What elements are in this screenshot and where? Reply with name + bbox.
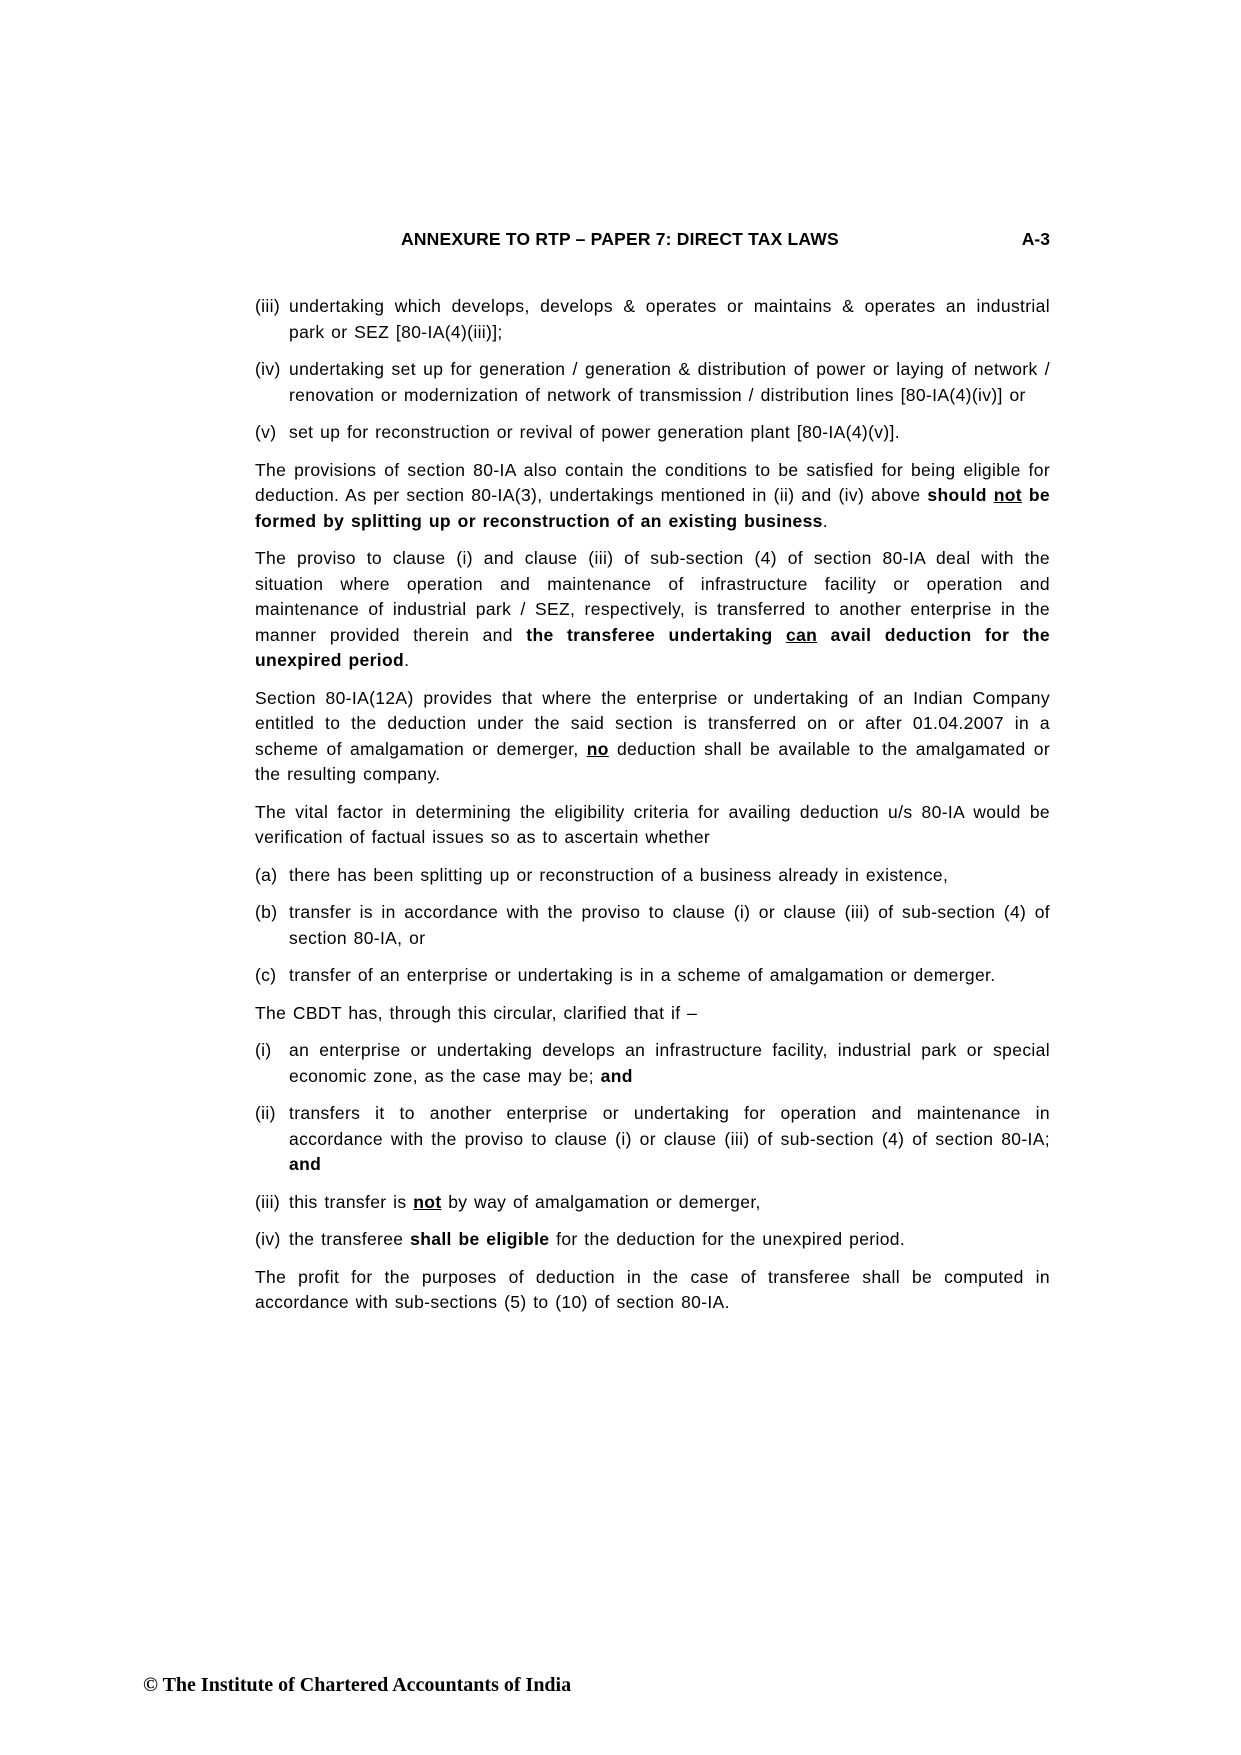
text-run: deduction shall be available to the amalgamated or the resulting company.: [255, 738, 1050, 784]
list-item-text: [289, 1040, 1050, 1086]
list-item: [255, 1190, 1050, 1216]
text-run: set up for reconstruction or revival of power generation plant [80-IA(4)(v)].: [289, 422, 900, 442]
text-run: and: [289, 1154, 322, 1174]
list-marker: (iii): [255, 1191, 281, 1212]
list-marker: (iii): [255, 296, 281, 316]
paragraph: [255, 1001, 1050, 1027]
text-run: transfer of an enterprise or undertaking is in a scheme of amalgamation or demerger.: [289, 965, 996, 985]
paragraph: [255, 546, 1050, 674]
list-item-text: [289, 902, 1050, 948]
list-item: [255, 357, 1050, 408]
text-run: The proviso to clause (i) and clause (iii) of sub-section (4) of section 80-IA deal with the situation where operation and maintenance of infrastructure facility or operation and maintenance of industrial park / SEZ, respectively, is transferred to another enterprise in the manner provided therein and: [255, 548, 1050, 645]
list-item-text: [289, 1192, 761, 1212]
text-run: The profit for the purposes of deduction in the case of transferee shall be computed in accordance with sub-sections (5) to (10) of section 80-IA.: [255, 1266, 1050, 1312]
list-item-text: [289, 1229, 905, 1249]
list-marker: (iv): [255, 359, 281, 379]
text-run: .: [822, 510, 828, 531]
list-item-text: [289, 296, 1050, 342]
text-run: by way of amalgamation or demerger,: [441, 1191, 761, 1212]
page-footer: [143, 1674, 571, 1697]
list-item-text: [289, 1103, 1050, 1174]
list-marker: (v): [255, 422, 277, 442]
text-run: the transferee undertaking: [526, 624, 786, 645]
list-marker: (ii): [255, 1103, 276, 1123]
text-run: not: [413, 1191, 442, 1212]
list-item: [255, 1101, 1050, 1178]
text-run: the transferee: [289, 1229, 411, 1249]
text-run: transfers it to another enterprise or undertaking for operation and maintenance in accordance with the proviso to clause (i) or clause (iii) of sub-section (4) of section 80-IA;: [289, 1103, 1050, 1149]
list-marker: (b): [255, 902, 278, 922]
text-run: shall be eligible: [410, 1229, 550, 1249]
page-number: A-3: [1021, 229, 1050, 249]
list-item: [255, 963, 1050, 989]
list-item: [255, 294, 1050, 345]
text-run: undertaking which develops, develops & operates or maintains & operates an industrial park or SEZ [80-IA(4)(iii)];: [289, 296, 1050, 342]
list-item-text: [289, 965, 995, 985]
document-body: [255, 294, 1050, 1328]
list-marker: (c): [255, 965, 277, 985]
text-run: can: [785, 624, 818, 645]
text-run: an enterprise or undertaking develops an infrastructure facility, industrial park or special economic zone, as the case may be;: [289, 1040, 1050, 1086]
text-run: there has been splitting up or reconstruction of a business already in existence,: [289, 864, 949, 885]
text-run: avail deduction for the unexpired period: [255, 624, 1051, 670]
text-run: transfer is in accordance with the proviso to clause (i) or clause (iii) of sub-section (4) of section 80-IA, or: [289, 902, 1050, 948]
list-item-text: [289, 865, 948, 885]
list-item: [255, 1038, 1050, 1089]
text-run: The provisions of section 80-IA also contain the conditions to be satisfied for being eligible for deduction. As per section 80-IA(3), undertakings mentioned in (ii) and (iv) above: [255, 459, 1050, 505]
page-title: ANNEXURE TO RTP – PAPER 7: DIRECT TAX LAWS: [401, 229, 839, 249]
text-run: and: [600, 1065, 633, 1086]
list-item-text: [289, 422, 900, 442]
text-run: for the deduction for the unexpired period.: [549, 1229, 906, 1249]
list-item: [255, 1227, 1050, 1253]
copyright-text: © The Institute of Chartered Accountants of India: [143, 1674, 572, 1696]
text-run: this transfer is: [289, 1191, 414, 1212]
text-run: not: [993, 485, 1022, 505]
text-run: The CBDT has, through this circular, clarified that if –: [255, 1002, 698, 1023]
paragraph: [255, 458, 1050, 535]
text-run: Section 80-IA(12A) provides that where the enterprise or undertaking of an Indian Company entitled to the deduction under the said section is transferred on or after 01.04.2007 in a scheme of amalgamation or demerger,: [255, 687, 1050, 759]
text-run: should: [927, 485, 994, 505]
list-item-text: [289, 359, 1050, 405]
text-run: .: [404, 650, 410, 670]
paragraph: [255, 800, 1050, 851]
paragraph: [255, 1265, 1050, 1316]
page-header: [255, 229, 1050, 253]
text-run: The vital factor in determining the eligibility criteria for availing deduction u/s 80-IA would be verification of factual issues so as to ascertain whether: [255, 801, 1050, 847]
list-item: [255, 900, 1050, 951]
paragraph: [255, 686, 1050, 788]
list-item: [255, 420, 1050, 446]
list-marker: (a): [255, 864, 278, 885]
text-run: undertaking set up for generation / generation & distribution of power or laying of network / renovation or modernization of network of transmission / distribution lines [80-IA(4)(iv)] or: [289, 359, 1050, 405]
list-marker: (i): [255, 1040, 272, 1060]
list-marker: (iv): [255, 1229, 281, 1249]
text-run: no: [586, 738, 609, 759]
list-item: [255, 863, 1050, 889]
text-run: be formed by splitting up or reconstruction of an existing business: [255, 485, 1050, 531]
